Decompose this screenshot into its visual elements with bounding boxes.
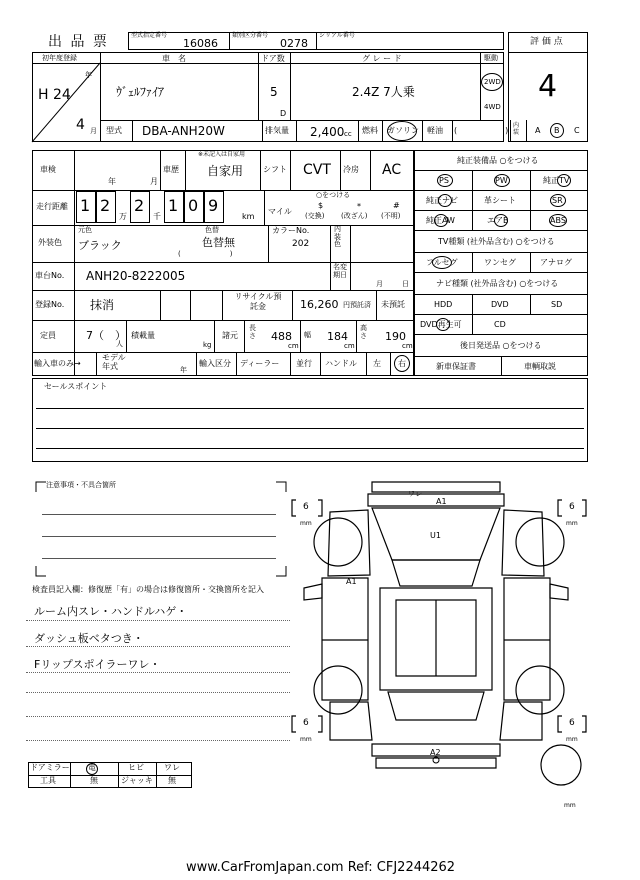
equip-tv: 純正TV [543,176,570,185]
tv-title: TV種類 (社外品含む) ○をつける [438,237,555,246]
recycle-label: リサイクル預託金 [234,292,282,311]
note-line: Fリップスポイラーワレ・ [34,658,161,671]
import-label: 輸入車のみ→ [34,359,81,368]
navi-sd: SD [551,300,563,309]
damage-label: ワレ [408,490,422,498]
length-unit: cm [288,342,299,350]
interior-label: 内装 [513,122,520,136]
check-cell: 無 [168,776,176,785]
model-year-unit: 年 [180,366,187,374]
mileage-digit: 1 [80,196,91,215]
navi-dvd-play: DVD再生可 [420,320,462,329]
footer-ref: www.CarFromJapan.com Ref: CFJ2244262 [186,860,456,875]
tv-fullseg: フルセグ [426,258,458,267]
exterior-color: ブラック [78,239,122,252]
height: 190 [385,330,406,343]
recycle-amount: 16,260 [300,298,339,311]
year-unit: 年 [85,71,92,79]
shift: CVT [303,162,331,178]
capacity: 7（ ） [86,329,126,342]
int-color-label: 内装色 [334,225,341,249]
man-unit: 万 [119,212,127,221]
inspector-title: 検査員記入欄：修復歴「有」の場合は修復箇所・交換箇所を記入 [32,585,264,594]
km-unit: km [242,212,255,221]
tire-depth-rl: 6 [303,718,309,728]
displacement-label: 排気量 [265,126,289,135]
equip-aw: 純正AW [426,216,455,225]
handle-right: 右 [398,359,406,368]
fuel-gasoline: ガソリン [387,126,419,135]
serial-label: シリアル番号 [319,32,355,39]
later-manual: 車輌取説 [524,362,556,371]
model-label: 型式 [106,126,122,135]
door-suffix: D [280,109,287,118]
damage-label: A2 [430,748,441,757]
length: 488 [271,330,292,343]
equip-abs: ABS [550,216,566,225]
check-cell: 工具 [40,776,56,785]
score-value: 4 [538,69,558,104]
reg-no: 抹消 [90,298,115,312]
interior-a: A [535,126,541,135]
dollar-mark: $ [318,201,324,210]
tampered-label: (改ざん) [341,212,368,220]
fuel-diesel: 軽油 [427,126,443,135]
model-year-label: モデル年式 [102,353,126,371]
first-reg-era: H 24 [38,87,71,103]
ac: AC [382,162,402,178]
history-label: 車歴 [163,165,179,174]
color-no-label: カラーNo. [272,226,310,235]
sales-point-label: セールスポイント [44,382,108,391]
import-kind-label: 輸入区分 [199,359,231,368]
width: 184 [327,330,348,343]
doors-label: ドア数 [261,54,285,63]
first-reg-label: 初年度登録 [42,54,77,62]
damage-label: U1 [430,531,441,540]
navi-dvd: DVD [491,300,509,309]
mileage-digit: 2 [100,196,111,215]
ac-label: 冷房 [343,165,359,174]
mileage-digits [76,191,266,223]
doors: 5 [270,85,278,99]
navi-hdd: HDD [434,300,453,309]
inspection-label: 車検 [40,165,56,174]
check-cell: ワレ [164,763,180,772]
score-label: 評 価 点 [530,37,563,47]
tire-depth-fl: 6 [303,502,309,512]
fuel-other: ( ) [454,126,509,135]
note-line: ルーム内スレ・ハンドルハゲ・ [34,605,188,618]
width-label: 幅 [304,331,311,339]
mile-mark-note: ○をつける [316,191,351,199]
notes-title: 注意事項・不具合箇所 [46,481,116,489]
height-label: 高さ [360,324,367,340]
first-reg-month: 4 [76,117,85,133]
capacity-unit: 人 [116,340,123,348]
parallel: 並行 [296,359,312,368]
equip-leather: 革シート [484,196,516,205]
dims-label: 諸元 [222,331,238,340]
recycle-no: 未預託 [381,300,405,309]
chassis-no: ANH20-8222005 [86,269,186,283]
handle-left: 左 [373,359,381,368]
repaint-paren: ( ) [178,250,233,258]
tire-depth-fr: 6 [569,502,575,512]
inspection-year-unit: 年 [108,177,116,186]
name-change-month: 月 [376,280,383,288]
reg-label: 登録No. [35,300,65,309]
type-no-label: 型式指定番号 [131,32,168,39]
month-unit: 月 [90,127,97,135]
check-cell: ドアミラー [30,763,70,772]
shift-label: シフト [263,165,287,174]
tire-unit: mm [564,802,576,809]
mileage-digit: 2 [134,196,145,215]
note-line: ダッシュ板ベタつき・ [34,632,144,645]
load-label: 積載量 [131,331,155,340]
navi-cd: CD [494,320,506,329]
handle-label: ハンドル [325,359,357,368]
history: 自家用 [207,164,244,178]
color-label: 外装色 [38,238,62,247]
chassis-label: 車台No. [35,271,65,280]
mileage-digit: 0 [188,196,199,215]
dealer: ディーラー [240,359,280,368]
equip-sr: SR [552,196,563,205]
notes-area [36,482,286,576]
exchanged-label: (交換) [305,212,325,220]
mileage-label: 走行距離 [36,202,68,211]
navi-title: ナビ種類 (社外品含む) ○をつける [436,279,559,288]
grade: 2.4Z 7人乗 [352,85,415,99]
history-note: ※未記入は自家用 [198,151,246,158]
tire-unit: mm [300,520,312,527]
color-no: 202 [292,239,310,249]
mile-label: マイル [268,207,292,216]
equip-airbag: エアB [487,216,509,225]
unknown-label: (不明) [381,212,401,220]
sen-unit: 千 [153,212,161,221]
drive-label: 駆動 [484,54,498,62]
width-unit: cm [344,342,355,350]
car-name: ｳﾞｪﾙﾌｧｲｱ [116,85,165,99]
height-unit: cm [402,342,413,350]
repaint-label: 色替 [205,226,219,234]
equipment-title: 純正装備品 ○をつける [457,156,539,165]
orig-color-label: 元色 [78,226,92,234]
tire-unit: mm [566,736,578,743]
name-change-day: 日 [402,280,409,288]
mileage-digit: 9 [208,196,219,215]
later-warranty: 新車保証書 [436,362,476,371]
class-no: 0278 [280,37,308,50]
star-mark: * [357,202,361,211]
name-change-label: 名変期日 [333,263,347,279]
tire-depth-rr: 6 [569,718,575,728]
mileage-digit: 1 [168,196,179,215]
equip-navi: 純正ナビ [426,196,458,205]
load-unit: kg [203,341,212,349]
check-cell: ジャッキ [121,776,153,785]
capacity-label: 定員 [40,331,56,340]
check-cell: 無 [90,776,98,785]
class-no-label: 類別区分番号 [232,32,269,39]
later-title: 後日発送品 ○をつける [460,341,542,350]
displacement: 2,400 [310,125,345,139]
model: DBA-ANH20W [142,124,225,138]
interior-b: B [554,126,560,135]
tv-oneseg: ワンセグ [484,258,516,267]
damage-label: A1 [346,577,357,586]
sheet-title: 出 品 票 [48,34,109,50]
damage-label: A1 [436,497,447,506]
check-cell: ヒビ [128,763,144,772]
inspection-month-unit: 月 [150,177,158,186]
car-name-label: 車 名 [162,54,186,63]
tire-unit: mm [566,520,578,527]
equip-ps: PS [439,176,449,185]
tire-unit: mm [300,736,312,743]
interior-c: C [574,126,580,135]
fuel-label: 燃料 [362,126,378,135]
type-no: 16086 [183,37,218,50]
hash-mark: # [393,201,400,210]
tv-analog: アナログ [540,258,572,267]
drive-4wd: 4WD [484,103,501,111]
repaint: 色替無 [202,236,235,249]
sales-point-box [32,378,588,462]
equip-pw: PW [495,176,508,185]
cc-unit: cc [344,130,352,138]
check-cell: 電 [88,763,96,772]
recycle-unit: 円預託済 [343,301,371,309]
length-label: 長さ [249,324,256,340]
grade-label: グ レ ー ド [362,54,402,63]
drive-2wd: 2WD [484,78,501,86]
